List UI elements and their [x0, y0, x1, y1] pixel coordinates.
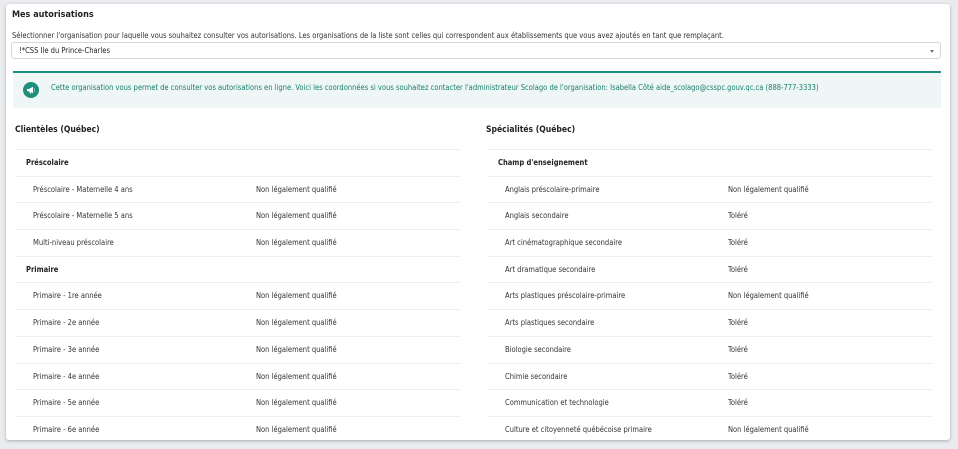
row-status: Toléré — [728, 211, 748, 221]
row-label: Primaire - 3e année — [33, 344, 100, 354]
row-status: Non légalement qualifié — [728, 424, 809, 434]
row-status: Non légalement qualifié — [728, 184, 809, 194]
instruction-text: Sélectionner l'organisation pour laquelle vous souhaitez consulter vos autorisations. Les organisations de la liste sont celles qui correspondent aux établissements que vous avez ajoutés en tant que remplaçant. — [12, 31, 724, 40]
row-label: Art cinématographique secondaire — [505, 238, 622, 248]
row-label: Art dramatique secondaire — [505, 264, 596, 274]
megaphone-icon — [23, 82, 39, 98]
row-label: Préscolaire — [26, 158, 69, 167]
table-row — [15, 309, 461, 336]
row-status: Non légalement qualifié — [256, 344, 337, 354]
table-row — [15, 176, 461, 203]
row-label: Anglais secondaire — [505, 211, 569, 221]
row-label: Primaire — [26, 264, 59, 274]
row-status: Toléré — [728, 398, 748, 408]
row-label: Multi-niveau préscolaire — [33, 238, 114, 248]
table-row — [15, 336, 461, 363]
row-label: Préscolaire - Maternelle 5 ans — [33, 211, 133, 221]
table-row — [15, 363, 461, 390]
row-label: Champ d'enseignement — [498, 158, 588, 167]
table-row — [15, 256, 461, 283]
row-label: Arts plastiques préscolaire-primaire — [505, 291, 626, 301]
row-label: Primaire - 6e année — [33, 424, 100, 434]
row-label: Primaire - 5e année — [33, 398, 100, 408]
row-status: Toléré — [728, 238, 748, 248]
table-row — [15, 149, 461, 176]
row-status: Non légalement qualifié — [728, 291, 809, 301]
row-label: Arts plastiques secondaire — [505, 318, 595, 328]
table-row — [487, 256, 933, 283]
row-label: Primaire - 1re année — [33, 291, 102, 301]
row-status: Non légalement qualifié — [256, 371, 337, 381]
info-banner-text: Cette organisation vous permet de consulter vos autorisations en ligne. Voici les coordonnées si vous souhaitez contacter l'administrateur Scolago de l'organisation: Isabella Côté aide_scolago@csspc.gouv.qc.ca (888-777-3333) — [51, 83, 819, 92]
row-status: Non légalement qualifié — [256, 318, 337, 328]
row-label: Préscolaire - Maternelle 4 ans — [33, 184, 133, 194]
row-label: Biologie secondaire — [505, 344, 571, 354]
table-row — [487, 282, 933, 309]
table-row — [15, 282, 461, 309]
row-label: Primaire - 4e année — [33, 371, 100, 381]
table-row — [487, 149, 933, 176]
table-row — [487, 176, 933, 203]
row-status: Toléré — [728, 344, 748, 354]
table-row — [487, 229, 933, 256]
row-label: Anglais préscolaire-primaire — [505, 184, 600, 194]
row-status: Non légalement qualifié — [256, 398, 337, 408]
row-label: Primaire - 2e année — [33, 318, 100, 328]
clienteles-title: Clientèles (Québec) — [15, 125, 100, 135]
row-status: Non légalement qualifié — [256, 424, 337, 434]
row-label: Chimie secondaire — [505, 371, 568, 381]
table-row — [15, 389, 461, 416]
row-label: Communication et technologie — [505, 398, 609, 408]
table-row — [487, 202, 933, 229]
table-row — [15, 416, 461, 440]
table-row — [487, 416, 933, 440]
row-status: Toléré — [728, 264, 748, 274]
table-row — [15, 202, 461, 229]
chevron-down-icon[interactable] — [930, 50, 934, 53]
table-row — [15, 229, 461, 256]
page-title: Mes autorisations — [12, 10, 94, 20]
info-banner — [13, 71, 941, 108]
specialites-table — [487, 149, 933, 440]
row-status: Toléré — [728, 318, 748, 328]
table-row — [487, 336, 933, 363]
row-status: Non légalement qualifié — [256, 291, 337, 301]
table-row — [487, 389, 933, 416]
specialites-title: Spécialités (Québec) — [486, 125, 576, 135]
organization-select[interactable] — [11, 42, 941, 59]
row-status: Non légalement qualifié — [256, 211, 337, 221]
clienteles-table — [15, 149, 461, 440]
table-row — [487, 363, 933, 390]
row-status: Toléré — [728, 371, 748, 381]
table-row — [487, 309, 933, 336]
authorizations-card — [6, 4, 950, 440]
row-status: Non légalement qualifié — [256, 184, 337, 194]
organization-select-value: !*CSS Ile du Prince-Charles — [19, 46, 110, 55]
row-label: Culture et citoyenneté québécoise primaire — [505, 424, 652, 434]
row-status: Non légalement qualifié — [256, 238, 337, 248]
